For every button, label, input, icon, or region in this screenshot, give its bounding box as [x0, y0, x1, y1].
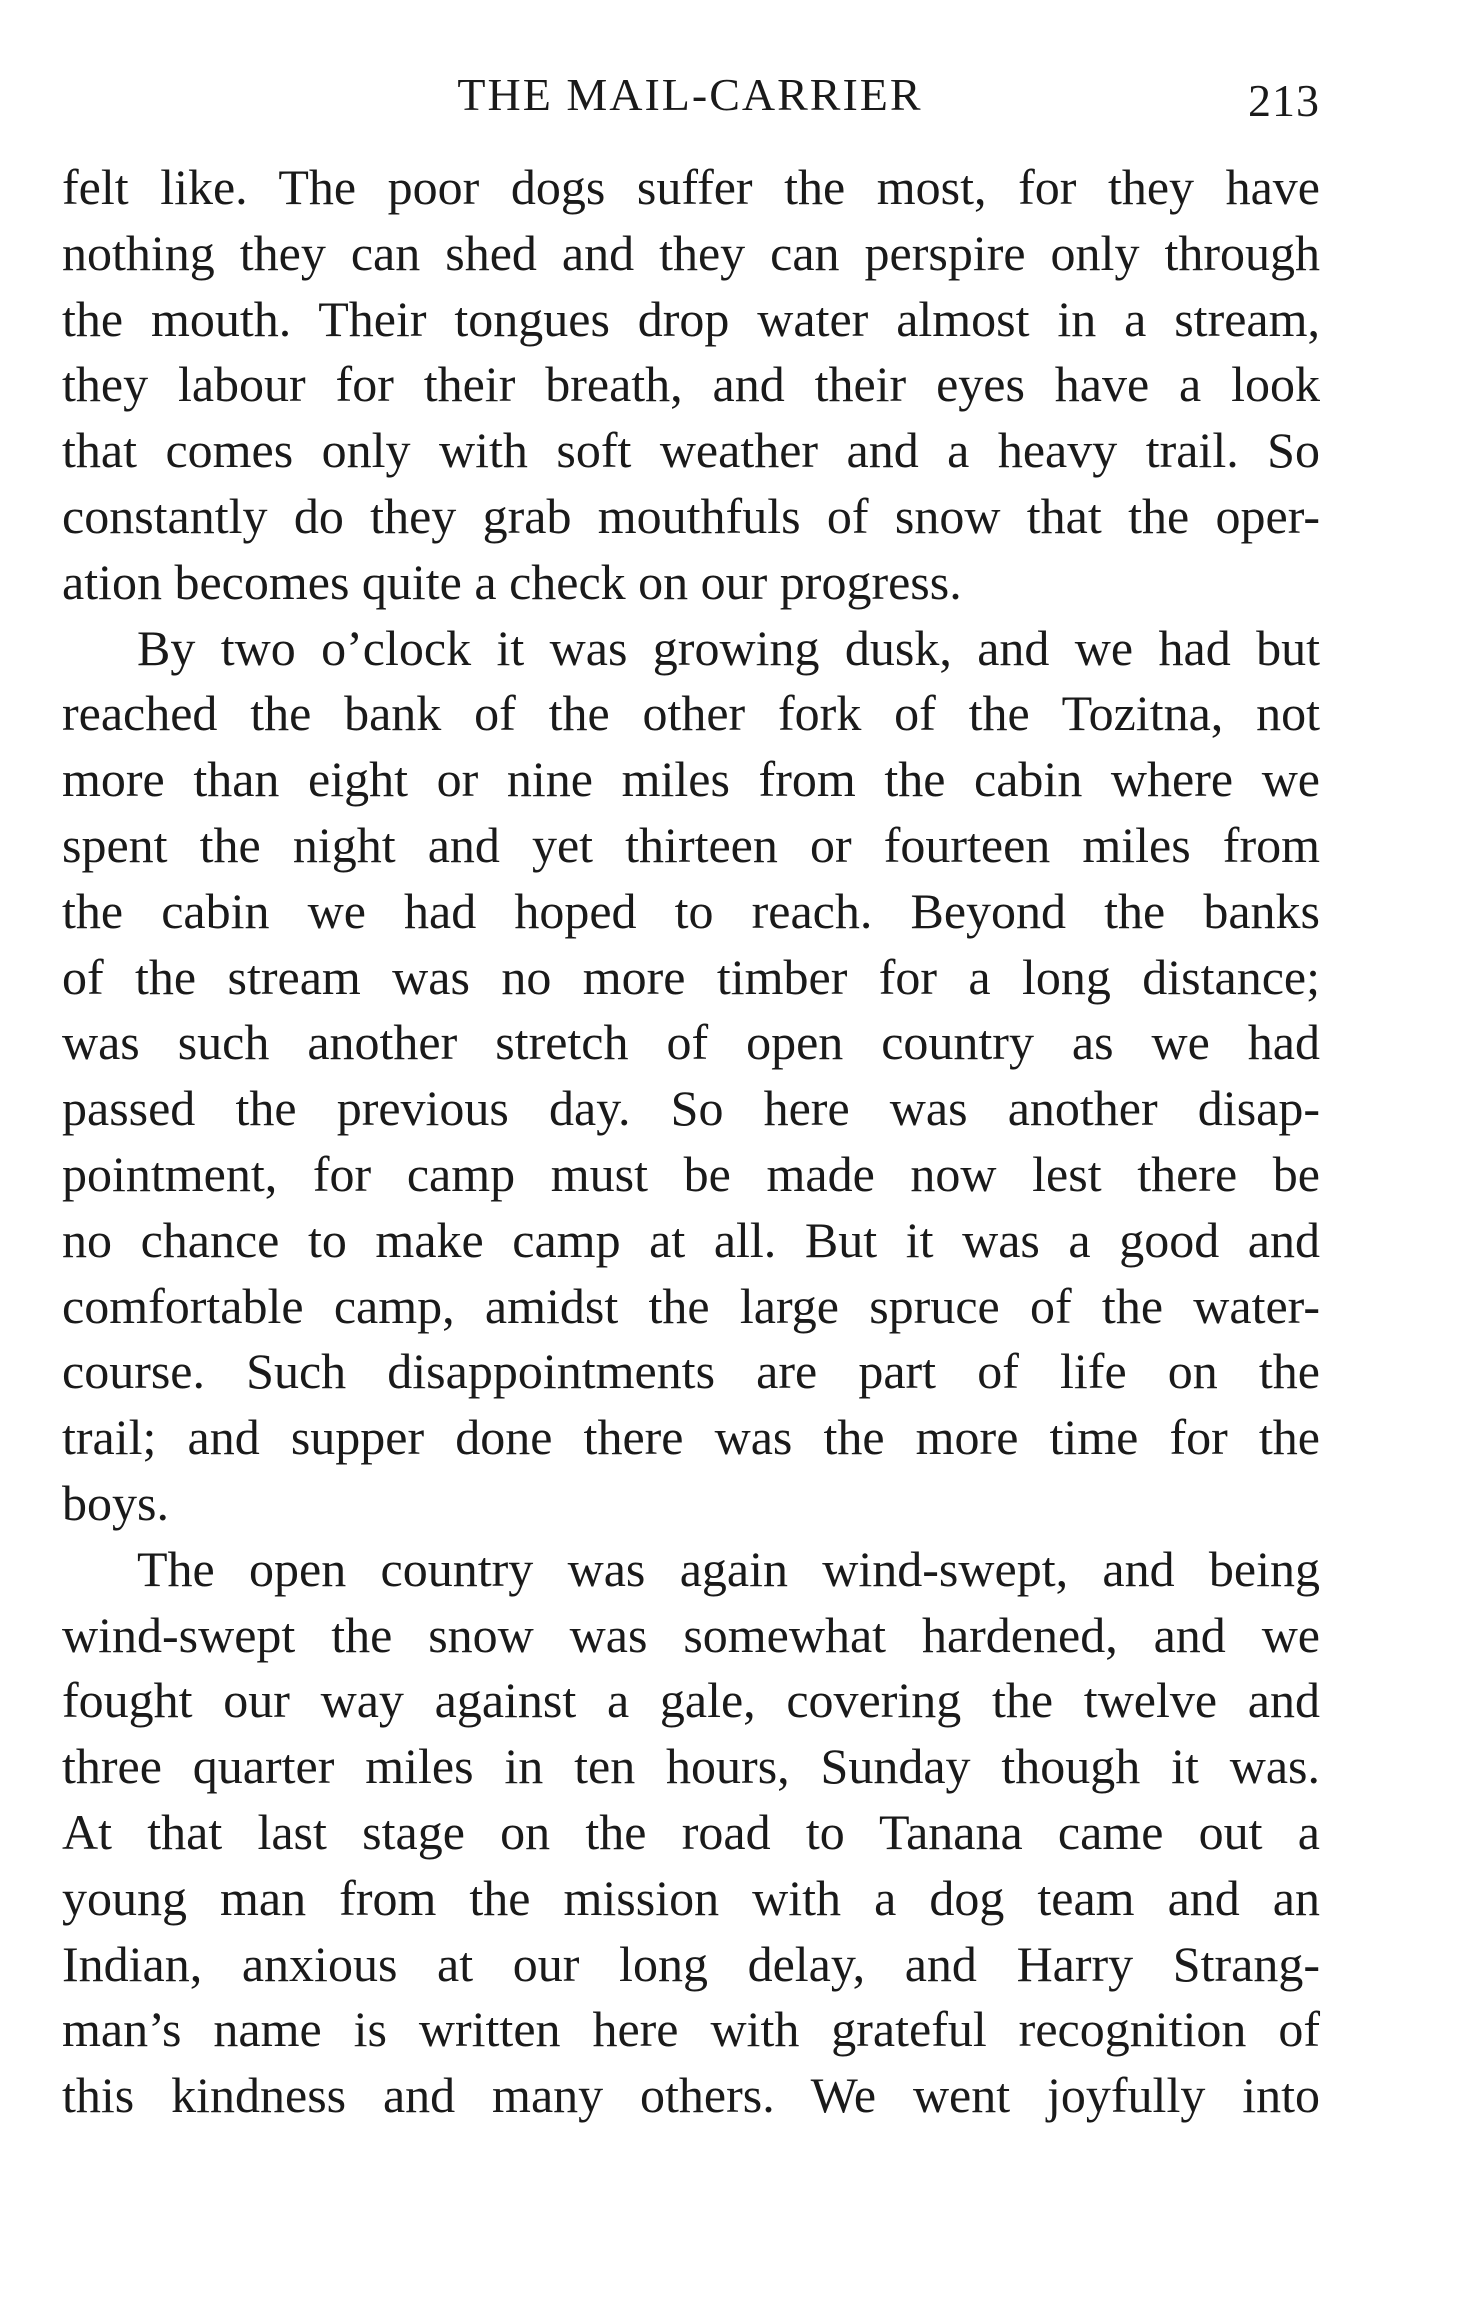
- text-line: three quarter miles in ten hours, Sunday though it was.: [62, 1738, 1320, 1795]
- text-line: The open country was again wind-swept, and being: [137, 1540, 1320, 1597]
- text-line: that comes only with soft weather and a heavy trail. So: [62, 422, 1320, 479]
- text-line: was such another stretch of open country as we had: [62, 1014, 1320, 1071]
- text-line: trail; and supper done there was the more time for the: [62, 1409, 1320, 1466]
- text-line: no chance to make camp at all. But it was a good and: [62, 1211, 1320, 1268]
- text-line: At that last stage on the road to Tanana came out a: [62, 1803, 1320, 1860]
- text-line: fought our way against a gale, covering the twelve and: [62, 1672, 1320, 1729]
- text-line: constantly do they grab mouthfuls of snow that the oper-: [62, 487, 1320, 544]
- text-line: of the stream was no more timber for a long distance;: [62, 948, 1320, 1005]
- running-title: THE MAIL-CARRIER: [457, 69, 923, 120]
- text-line: comfortable camp, amidst the large spruce of the water-: [62, 1277, 1320, 1334]
- text-line: boys.: [62, 1474, 169, 1531]
- text-line: more than eight or nine miles from the cabin where we: [62, 751, 1320, 808]
- text-line: spent the night and yet thirteen or fourteen miles from: [62, 816, 1320, 873]
- text-line: Indian, anxious at our long delay, and Harry Strang-: [62, 1935, 1320, 1992]
- text-line: felt like. The poor dogs suffer the most, for they have: [62, 159, 1320, 215]
- running-head: [60, 60, 1320, 130]
- text-line: course. Such disappointments are part of life on the: [62, 1343, 1320, 1400]
- paragraph-3: [62, 1537, 1320, 2129]
- paragraph-2: [62, 616, 1320, 1537]
- text-line: man’s name is written here with grateful recognition of: [62, 2001, 1320, 2058]
- page-number: 213: [1248, 75, 1320, 126]
- text-line: passed the previous day. So here was another disap-: [62, 1080, 1320, 1137]
- text-line: the cabin we had hoped to reach. Beyond the banks: [62, 882, 1320, 939]
- body-text: [62, 155, 1320, 2129]
- text-line: wind-swept the snow was somewhat hardened, and we: [62, 1606, 1320, 1663]
- text-line: ation becomes quite a check on our progress.: [62, 553, 962, 610]
- text-line: nothing they can shed and they can perspire only through: [62, 224, 1320, 281]
- text-line: the mouth. Their tongues drop water almost in a stream,: [62, 290, 1320, 347]
- text-line: they labour for their breath, and their eyes have a look: [62, 356, 1320, 413]
- text-line: this kindness and many others. We went joyfully into: [62, 2067, 1320, 2124]
- text-line: reached the bank of the other fork of the Tozitna, not: [62, 685, 1320, 742]
- text-line: young man from the mission with a dog team and an: [62, 1869, 1320, 1926]
- paragraph-1: [62, 155, 1320, 616]
- text-line: pointment, for camp must be made now lest there be: [62, 1145, 1320, 1202]
- text-line: By two o’clock it was growing dusk, and we had but: [137, 619, 1320, 676]
